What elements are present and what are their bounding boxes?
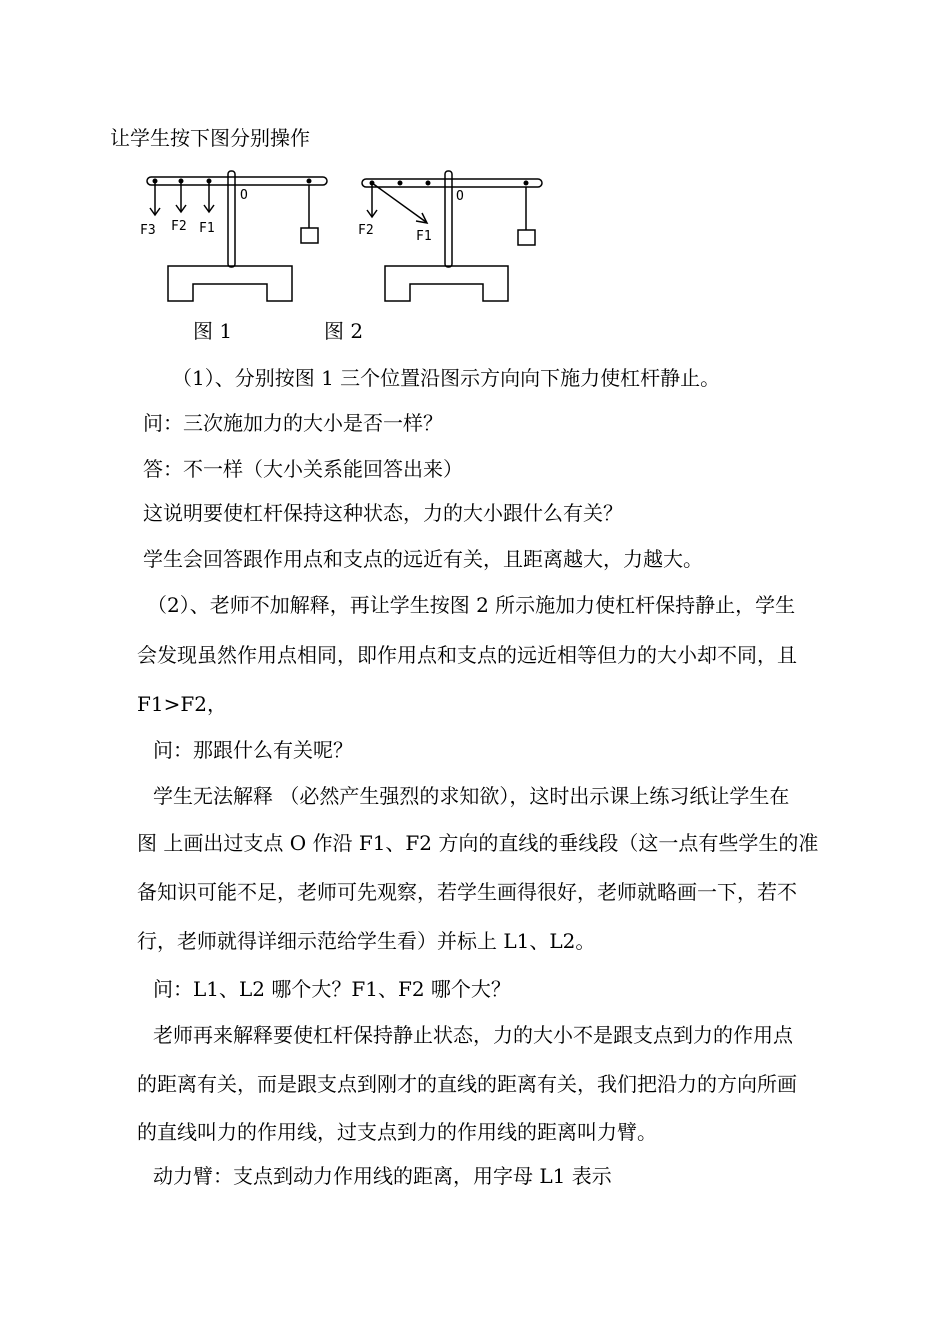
lever-bar (147, 177, 327, 185)
paragraph-line: 图 上画出过支点 O 作沿 F1、F2 方向的直线的垂线段（这一点有些学生的准 (137, 831, 819, 855)
paragraph-line: F1>F2， (137, 692, 227, 716)
paragraph-line: 这说明要使杠杆保持这种状态，力的大小跟什么有关？ (143, 501, 623, 525)
paragraph-line: 问：L1、L2 哪个大？F1、F2 哪个大？ (153, 977, 511, 1001)
paragraph-line: （1）、分别按图 1 三个位置沿图示方向向下施力使杠杆静止。 (172, 366, 721, 390)
figure-2-caption: 图 2 (324, 319, 364, 343)
paragraph-line: （2）、老师不加解释，再让学生按图 2 所示施加力使杠杆保持静止，学生 (147, 593, 796, 617)
force-label-f3: F3 (140, 223, 156, 238)
paragraph-line: 的距离有关，而是跟支点到刚才的直线的距离有关，我们把沿力的方向所画 (137, 1072, 797, 1096)
paragraph-line: 学生无法解释 （必然产生强烈的求知欲），这时出示课上练习纸让学生在 (153, 784, 790, 808)
force-label-f1: F1 (416, 229, 432, 244)
force-label-f1: F1 (199, 221, 215, 236)
stand-base (168, 266, 292, 301)
paragraph-line: 会发现虽然作用点相同，即作用点和支点的远近相等但力的大小却不同，且 (137, 643, 797, 667)
hanging-weight (301, 228, 318, 243)
force-label-f2: F2 (358, 223, 374, 238)
force-label-f2: F2 (171, 219, 187, 234)
paragraph-line: 学生会回答跟作用点和支点的远近有关，且距离越大，力越大。 (143, 547, 703, 571)
paragraph-line: 问：那跟什么有关呢？ (153, 738, 353, 762)
pivot-label: O (456, 189, 464, 204)
paragraph-line: 行，老师就得详细示范给学生看）并标上 L1、L2。 (137, 929, 596, 953)
paragraph-line: 老师再来解释要使杠杆保持静止状态，力的大小不是跟支点到力的作用点 (153, 1023, 793, 1047)
paragraph-line: 答：不一样（大小关系能回答出来） (143, 457, 463, 481)
paragraph-line: 动力臂：支点到动力作用线的距离，用字母 L1 表示 (153, 1164, 612, 1188)
figure-1-lever-diagram (135, 168, 335, 308)
stand-base (385, 266, 508, 301)
figure-2-lever-diagram (350, 168, 550, 308)
paragraph-line: 备知识可能不足，老师可先观察，若学生画得很好，老师就略画一下，若不 (137, 880, 797, 904)
pivot-label: O (240, 188, 248, 203)
paragraph-line: 问：三次施加力的大小是否一样？ (143, 411, 443, 435)
pivot-post (445, 171, 452, 267)
paragraph-line: 的直线叫力的作用线，过支点到力的作用线的距离叫力臂。 (137, 1120, 657, 1144)
intro-text: 让学生按下图分别操作 (110, 126, 310, 150)
hanging-weight (518, 230, 535, 245)
figure-1-caption: 图 1 (193, 319, 233, 343)
